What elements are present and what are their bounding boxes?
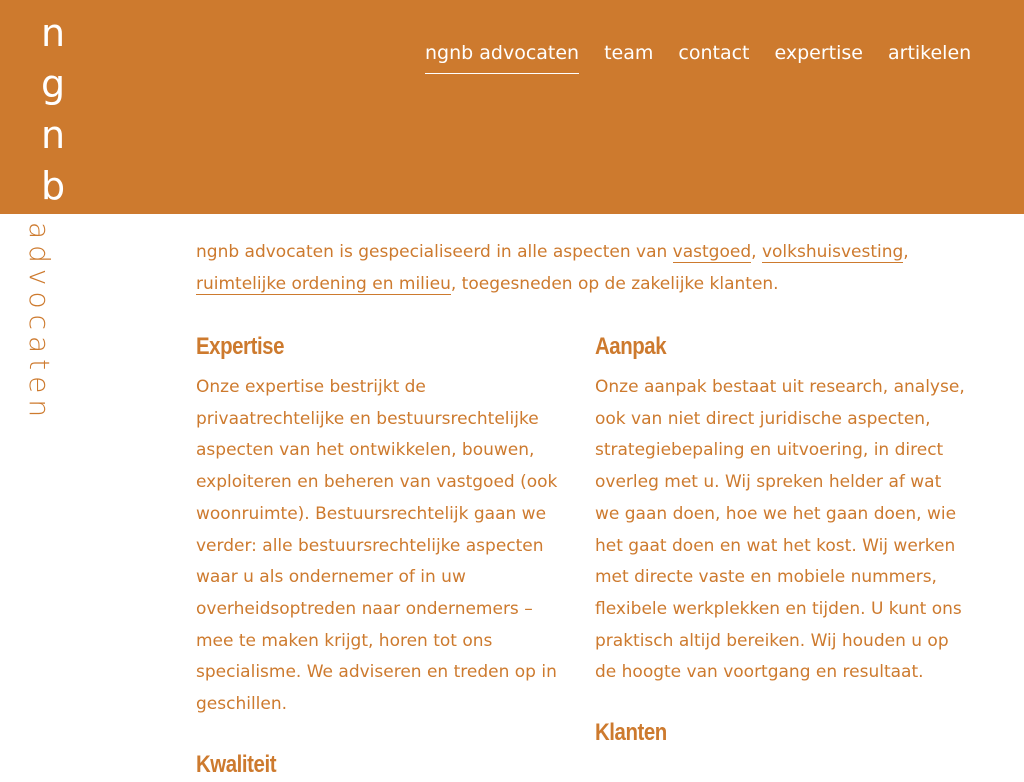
main-nav: [425, 40, 996, 74]
expertise-section: [196, 330, 566, 782]
klanten-heading: Klanten: [595, 719, 667, 747]
main-content: [196, 236, 996, 778]
nav-item-contact[interactable]: contact: [678, 42, 750, 64]
link-vastgoed[interactable]: vastgoed: [672, 242, 752, 262]
logo[interactable]: [40, 8, 70, 212]
intro-separator: ,: [903, 242, 909, 262]
kwaliteit-heading: Kwaliteit: [196, 750, 277, 778]
site-header: [0, 0, 1024, 214]
logo-letter: n: [40, 113, 66, 157]
intro-paragraph: [196, 236, 996, 300]
nav-item-expertise[interactable]: expertise: [774, 42, 863, 64]
link-volkshuisvesting[interactable]: volkshuisvesting: [761, 242, 904, 262]
logo-letter: g: [40, 62, 66, 106]
expertise-heading: Expertise: [196, 333, 285, 360]
aanpak-section: [595, 330, 965, 750]
aanpak-heading: Aanpak: [595, 333, 667, 360]
intro-text-end: , toegesneden op de zakelijke klanten.: [450, 274, 779, 294]
expertise-body: Onze expertise bestrijkt de privaatrechtelijke en bestuursrechtelijke aspecten van het ontwikkelen, bouwen, exploiteren en beheren van vastgoed (ook woonruimte). Bestuursrechtelijk gaan we verder: alle bestuursrechtelijke aspecten waar u als ondernemer of in uw overheidsoptreden naar ondernemers – mee te maken krijgt, horen tot ons specialisme. We adviseren en treden op in geschillen.: [196, 377, 558, 715]
nav-item-home[interactable]: ngnb advocaten: [425, 40, 579, 74]
nav-item-team[interactable]: team: [604, 42, 654, 64]
nav-item-artikelen[interactable]: artikelen: [887, 42, 972, 64]
logo-subtitle: advocaten: [23, 222, 56, 424]
intro-separator: ,: [751, 242, 762, 262]
intro-text: ngnb advocaten is gespecialiseerd in alle aspecten van: [196, 242, 673, 262]
link-ruimtelijke-ordening[interactable]: ruimtelijke ordening en milieu: [196, 274, 451, 294]
aanpak-body: Onze aanpak bestaat uit research, analyse, ook van niet direct juridische aspecten, strategiebepaling en uitvoering, in direct overleg met u. Wij spreken helder af wat we gaan doen, hoe we het gaan doen, wie het gaat doen en wat het kost. Wij werken met directe vaste en mobiele nummers, flexibele werkplekken en tijden. U kunt ons praktisch altijd bereiken. Wij houden u op de hoogte van voortgang en resultaat.: [595, 377, 965, 683]
logo-letter: n: [40, 11, 66, 55]
logo-letter: b: [40, 164, 66, 208]
